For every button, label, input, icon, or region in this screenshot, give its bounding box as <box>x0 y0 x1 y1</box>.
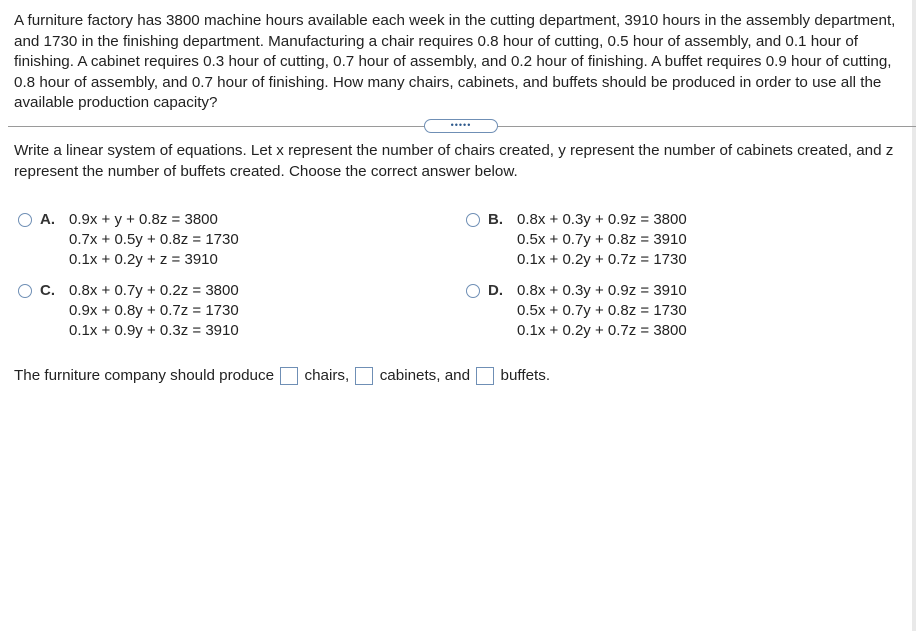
chairs-label: chairs, <box>304 367 350 384</box>
option-letter-c: C. <box>40 282 55 299</box>
equation-system-b <box>517 210 687 270</box>
equation: 0.1x + 0.2y + z = 3910 <box>69 251 218 268</box>
equation: 0.5x + 0.7y + 0.8z = 3910 <box>517 231 687 248</box>
expand-button[interactable]: ••••• <box>424 119 498 133</box>
instruction-text: Write a linear system of equations. Let x represent the number of chairs created, y represent the number of cabinets created, and z represent the number of buffets created. Choose the correct answer below. <box>14 142 894 180</box>
answer-sentence <box>14 365 550 387</box>
equation: 0.8x + 0.3y + 0.9z = 3800 <box>517 211 687 228</box>
cabinets-label: cabinets, and <box>379 367 471 384</box>
radio-button-a[interactable] <box>18 213 32 227</box>
answer-prefix: The furniture company should produce <box>14 367 275 384</box>
equation-system-c <box>69 281 239 341</box>
equation: 0.1x + 0.2y + 0.7z = 1730 <box>517 251 687 268</box>
scroll-gutter <box>912 0 916 631</box>
option-letter-d: D. <box>488 282 503 299</box>
equation: 0.8x + 0.3y + 0.9z = 3910 <box>517 282 687 299</box>
equation: 0.7x + 0.5y + 0.8z = 1730 <box>69 231 239 248</box>
option-letter-b: B. <box>488 211 503 228</box>
equation: 0.9x + y + 0.8z = 3800 <box>69 211 218 228</box>
option-letter-a: A. <box>40 211 55 228</box>
chairs-input[interactable] <box>280 367 298 385</box>
problem-statement: A furniture factory has 3800 machine hours available each week in the cutting department, 3910 hours in the assembly department, and 1730 in the finishing department. Manufacturing a chair requires 0.8 hour of cutting, 0.5 hour of assembly, and 0.1 hour of finishing. A cabinet requires 0.3 hour of cutting, 0.7 hour of assembly, and 0.2 hour of finishing. A buffet requires 0.9 hour of cutting, 0.8 hour of assembly, and 0.7 hour of finishing. How many chairs, cabinets, and buffets should be produced in order to use all the available production capacity? <box>14 12 896 111</box>
equation: 0.8x + 0.7y + 0.2z = 3800 <box>69 282 239 299</box>
buffets-label: buffets. <box>500 367 551 384</box>
radio-button-c[interactable] <box>18 284 32 298</box>
equation: 0.1x + 0.9y + 0.3z = 3910 <box>69 322 239 339</box>
radio-button-b[interactable] <box>466 213 480 227</box>
buffets-input[interactable] <box>476 367 494 385</box>
equation: 0.5x + 0.7y + 0.8z = 1730 <box>517 302 687 319</box>
cabinets-input[interactable] <box>355 367 373 385</box>
equation: 0.9x + 0.8y + 0.7z = 1730 <box>69 302 239 319</box>
equation: 0.1x + 0.2y + 0.7z = 3800 <box>517 322 687 339</box>
equation-system-a <box>69 210 239 270</box>
radio-button-d[interactable] <box>466 284 480 298</box>
equation-system-d <box>517 281 687 341</box>
